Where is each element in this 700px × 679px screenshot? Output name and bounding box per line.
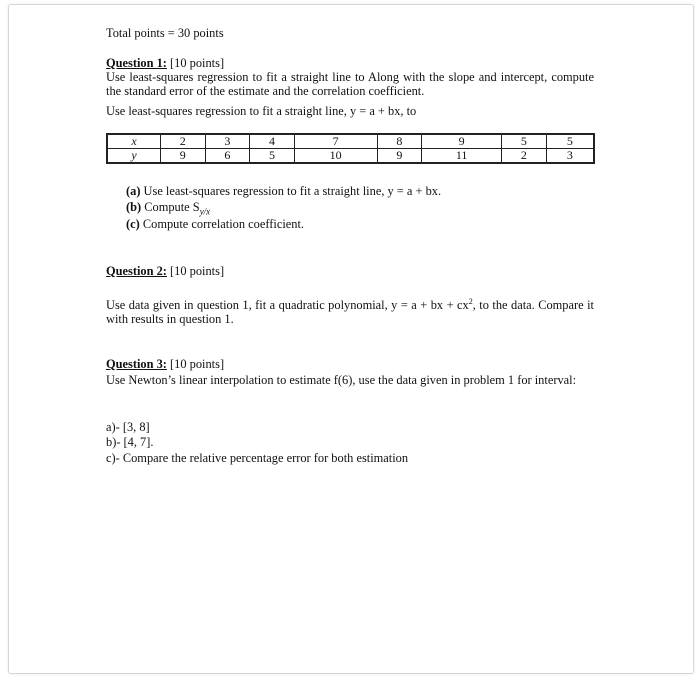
- table-cell: 5: [546, 134, 594, 149]
- table-row-y: [107, 149, 594, 164]
- total-points: Total points = 30 points: [106, 26, 224, 40]
- table-cell: 5: [502, 134, 547, 149]
- table-cell: 6: [205, 149, 250, 164]
- table-cell: 10: [294, 149, 377, 164]
- table-header-y: y: [107, 149, 161, 164]
- part-c: [126, 217, 304, 232]
- question-3-title: Question 3:: [106, 357, 167, 371]
- question-2-points: [10 points]: [166, 264, 225, 278]
- question-3-item-a: a)- [3, 8]: [106, 420, 150, 434]
- question-3-text: Use Newton’s linear interpolation to estimate f(6), use the data given in problem 1 for interval:: [106, 373, 577, 387]
- table-cell: 3: [205, 134, 250, 149]
- table-cell: 5: [250, 149, 295, 164]
- question-2-exponent: 2: [468, 297, 473, 306]
- part-c-label: (c): [126, 217, 140, 231]
- question-3-item-b: b)- [4, 7].: [106, 435, 154, 449]
- part-a-text: Use least-squares regression to fit a straight line, y = a + bx.: [140, 184, 442, 198]
- question-3-item-c: c)- Compare the relative percentage error for both estimation: [106, 451, 409, 465]
- question-1-heading: [106, 56, 224, 71]
- part-b: [126, 200, 210, 216]
- part-b-text: Compute S: [141, 200, 200, 214]
- table-cell: 3: [546, 149, 594, 164]
- table-cell: 4: [250, 134, 295, 149]
- question-2-text: [106, 295, 594, 326]
- part-c-text: Compute correlation coefficient.: [139, 217, 304, 231]
- question-3-points: [10 points]: [166, 357, 225, 371]
- question-1-points: [10 points]: [166, 56, 225, 70]
- question-2-heading: [106, 264, 224, 279]
- question-2-text-post: , to the data. Compare it with results in question 1.: [106, 298, 594, 327]
- question-1-instruction: Use least-squares regression to fit a straight line, y = a + bx, to: [106, 104, 417, 118]
- table-cell: 9: [377, 149, 422, 164]
- data-table: [106, 133, 595, 164]
- table-header-x: x: [107, 134, 161, 149]
- table-cell: 11: [422, 149, 502, 164]
- table-cell: 2: [161, 134, 206, 149]
- table-cell: 8: [377, 134, 422, 149]
- question-2-title: Question 2:: [106, 264, 167, 278]
- part-a-label: (a): [126, 184, 141, 198]
- question-1-title: Question 1:: [106, 56, 167, 70]
- table-cell: 9: [422, 134, 502, 149]
- part-b-label: (b): [126, 200, 142, 214]
- part-a: [126, 184, 441, 199]
- table-cell: 9: [161, 149, 206, 164]
- table-row-x: [107, 134, 594, 149]
- question-1-description: Use least-squares regression to fit a straight line to Along with the slope and intercept, compute the standard error of the estimate and the correlation coefficient.: [106, 70, 594, 98]
- table-cell: 2: [502, 149, 547, 164]
- part-b-subscript: y/x: [199, 206, 211, 217]
- question-2-text-pre: Use data given in question 1, fit a quadratic polynomial, y = a + bx + cx: [106, 298, 469, 313]
- table-cell: 7: [294, 134, 377, 149]
- question-3-heading: [106, 357, 224, 372]
